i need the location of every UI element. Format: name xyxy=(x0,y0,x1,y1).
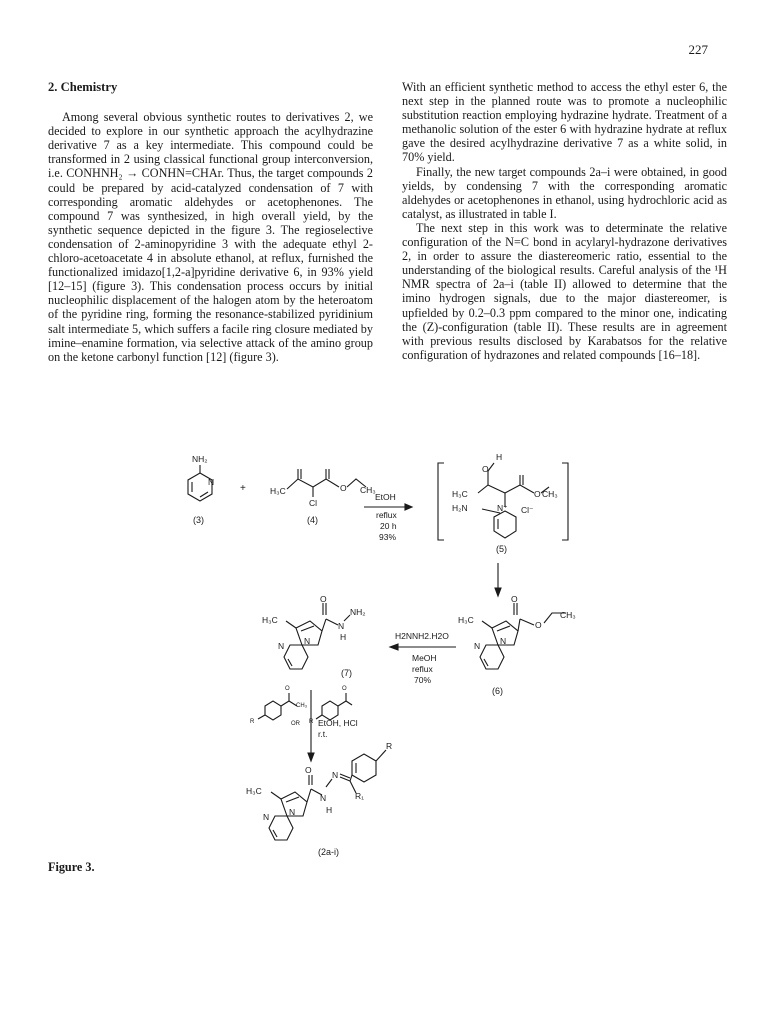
o-label-5a: O xyxy=(482,464,489,474)
label-5: (5) xyxy=(496,544,507,554)
o-label-4: O xyxy=(340,483,347,493)
label-6: (6) xyxy=(492,686,503,696)
nplus-label-5: N⁺ xyxy=(497,503,508,513)
h-label-7: H xyxy=(340,632,347,642)
r-label: R xyxy=(386,741,393,751)
ch3-label-ketone: CH₃ xyxy=(296,703,308,709)
o-label-ketone: O xyxy=(285,686,290,692)
label-3: (3) xyxy=(193,515,204,525)
n-label-7c: N xyxy=(278,641,285,651)
h3c-label-6: H₃C xyxy=(458,615,474,625)
acetophenone-reagent xyxy=(258,693,297,720)
cl-label-4: Cl xyxy=(309,498,318,508)
label-7: (7) xyxy=(341,668,352,678)
r-label-aldehyde: R xyxy=(309,719,314,725)
n-label-6b: N xyxy=(474,641,481,651)
o-label-6a: O xyxy=(511,594,518,604)
right-paragraph: Finally, the new target compounds 2a–i were obtained, in good yields, by condensing 7 with the corresponding aromatic aldehydes or acetophenones in ethanol, using hydrochloric acid as catalyst, as illustrated in table I. xyxy=(402,164,727,221)
aldehyde-reagent xyxy=(316,693,352,720)
step4-reagent: EtOH, HCl xyxy=(318,718,358,728)
h-label-5: H xyxy=(496,452,503,462)
bracket-5 xyxy=(438,463,568,540)
nh2-label-3: NH₂ xyxy=(192,454,208,464)
ch3-label-5: CH₃ xyxy=(542,489,558,499)
step3-yield: 70% xyxy=(414,675,432,685)
h3c-label-5: H₃C xyxy=(452,489,468,499)
arrow-step-2 xyxy=(495,563,501,596)
o-label-6b: O xyxy=(535,620,542,630)
step1-time: 20 h xyxy=(380,521,397,531)
h3c-label-7: H₃C xyxy=(262,615,278,625)
r-label-ketone: R xyxy=(250,719,255,725)
figure-label: Figure 3. xyxy=(48,860,95,874)
n-label-2a: N xyxy=(320,793,327,803)
ch3-label-4: CH₃ xyxy=(360,485,376,495)
h3c-label-2: H₃C xyxy=(246,786,262,796)
step3-reagent: H2NNH2.H2O xyxy=(395,631,449,641)
n-label-6a: N xyxy=(500,636,507,646)
or-label: OR xyxy=(291,721,300,727)
o-label-2: O xyxy=(305,765,312,775)
left-paragraph: Among several obvious synthetic routes to derivatives 2, we decided to explore in our synthetic approach the acylhydrazine derivative 7 as a key intermediate. This compound could be transformed in 2 using classical functional group interconversion, i.e. CONHNH₂ → CONHN=CHAr. Thus, the target compounds 2 could be prepared by acid-catalyzed condensation of 7 with corresponding aromatic aldehydes or acetophenones. The compound 7 was synthesized, in high overall yield, by the synthetic sequence depicted in the figure 3. The regioselective condensation of 2-aminopyridine 3 with the adequate ethyl 2-chloro-acetoacetate 4 in absolute ethanol, at reflux, furnished the functionalized imidazo[1,2-a]pyridine derivative 6, in 93% yield [12–15] (figure 3). This condensation process occurs by initial nucleophilic displacement of the halogen atom by the heteroatom of the pyridine ring, forming the resonance-stabilized pyridinium salt intermediate 5, which suffers a facile ring closure mediated by imine–enamine formation, via selective attack of the amino group on the ketone carbonyl function [12] (figure 3). xyxy=(48,110,373,364)
arrow-step-3 xyxy=(390,644,456,650)
compound-6-structure xyxy=(480,603,566,669)
ch3-label-6: CH₃ xyxy=(560,610,576,620)
step3-solvent: MeOH xyxy=(412,653,437,663)
n-label-3: N xyxy=(208,477,215,487)
h3c-label-4: H₃C xyxy=(270,486,286,496)
h2n-label-5: H₂N xyxy=(452,503,468,513)
clminus-label-5: Cl⁻ xyxy=(521,505,534,515)
right-paragraph: The next step in this work was to determinate the relative configuration of the N=C bond in acylaryl-hydrazone derivatives 2, in order to assure the diastereomeric ratio, essential to the understanding of the biological results. Careful analysis of the ¹H NMR spectra of 2a–i (table II) allowed to determine that the imino hydrogen signals, due to the major diastereomer, is upfielded by 0.2–0.3 ppm compared to the minor one, indicating the (Z)-configuration (table II). These results are in agreement with previous results disclosed by Karabatsos for the relative configuration of hydrazones and related compounds [16–18]. xyxy=(402,220,727,362)
page-number: 227 xyxy=(688,42,708,57)
label-2a-i: (2a-i) xyxy=(318,847,340,857)
label-4: (4) xyxy=(307,515,318,525)
step1-cond: reflux xyxy=(376,510,397,520)
o-label-aldehyde: O xyxy=(342,686,347,692)
step1-yield: 93% xyxy=(379,532,397,542)
nh2-label-7: NH₂ xyxy=(350,607,366,617)
step4-cond: r.t. xyxy=(318,729,328,739)
h-label-2: H xyxy=(326,805,333,815)
o-label-5b: O xyxy=(534,489,541,499)
section-heading: 2. Chemistry xyxy=(48,80,118,94)
n-label-2b: N xyxy=(332,770,339,780)
n-label-7a: N xyxy=(338,621,345,631)
n-label-2d: N xyxy=(263,812,270,822)
plus-sign: + xyxy=(240,483,246,494)
o-label-7: O xyxy=(320,594,327,604)
right-column xyxy=(402,80,727,362)
compound-5-structure xyxy=(478,463,549,538)
compound-4-structure xyxy=(287,469,366,497)
right-paragraph: With an efficient synthetic method to access the ethyl ester 6, the next step in the planned route was to promote a nucleophilic substitution reaction employing hydrazine hydrate. Treatment of a methanolic solution of the ester 6 with hydrazine hydrate at reflux gave the desired acylhydrazine derivative 7 as a white solid, in 70% yield. xyxy=(402,80,727,165)
reaction-scheme xyxy=(0,445,768,865)
arrow-step-4 xyxy=(308,690,314,761)
n-label-7b: N xyxy=(304,636,311,646)
compound-2a-i-structure xyxy=(269,750,386,840)
r1-label: R₁ xyxy=(355,791,365,801)
step1-reagent: EtOH xyxy=(375,492,396,502)
n-label-2c: N xyxy=(289,807,296,817)
step3-cond: reflux xyxy=(412,664,433,674)
left-column xyxy=(48,80,373,364)
